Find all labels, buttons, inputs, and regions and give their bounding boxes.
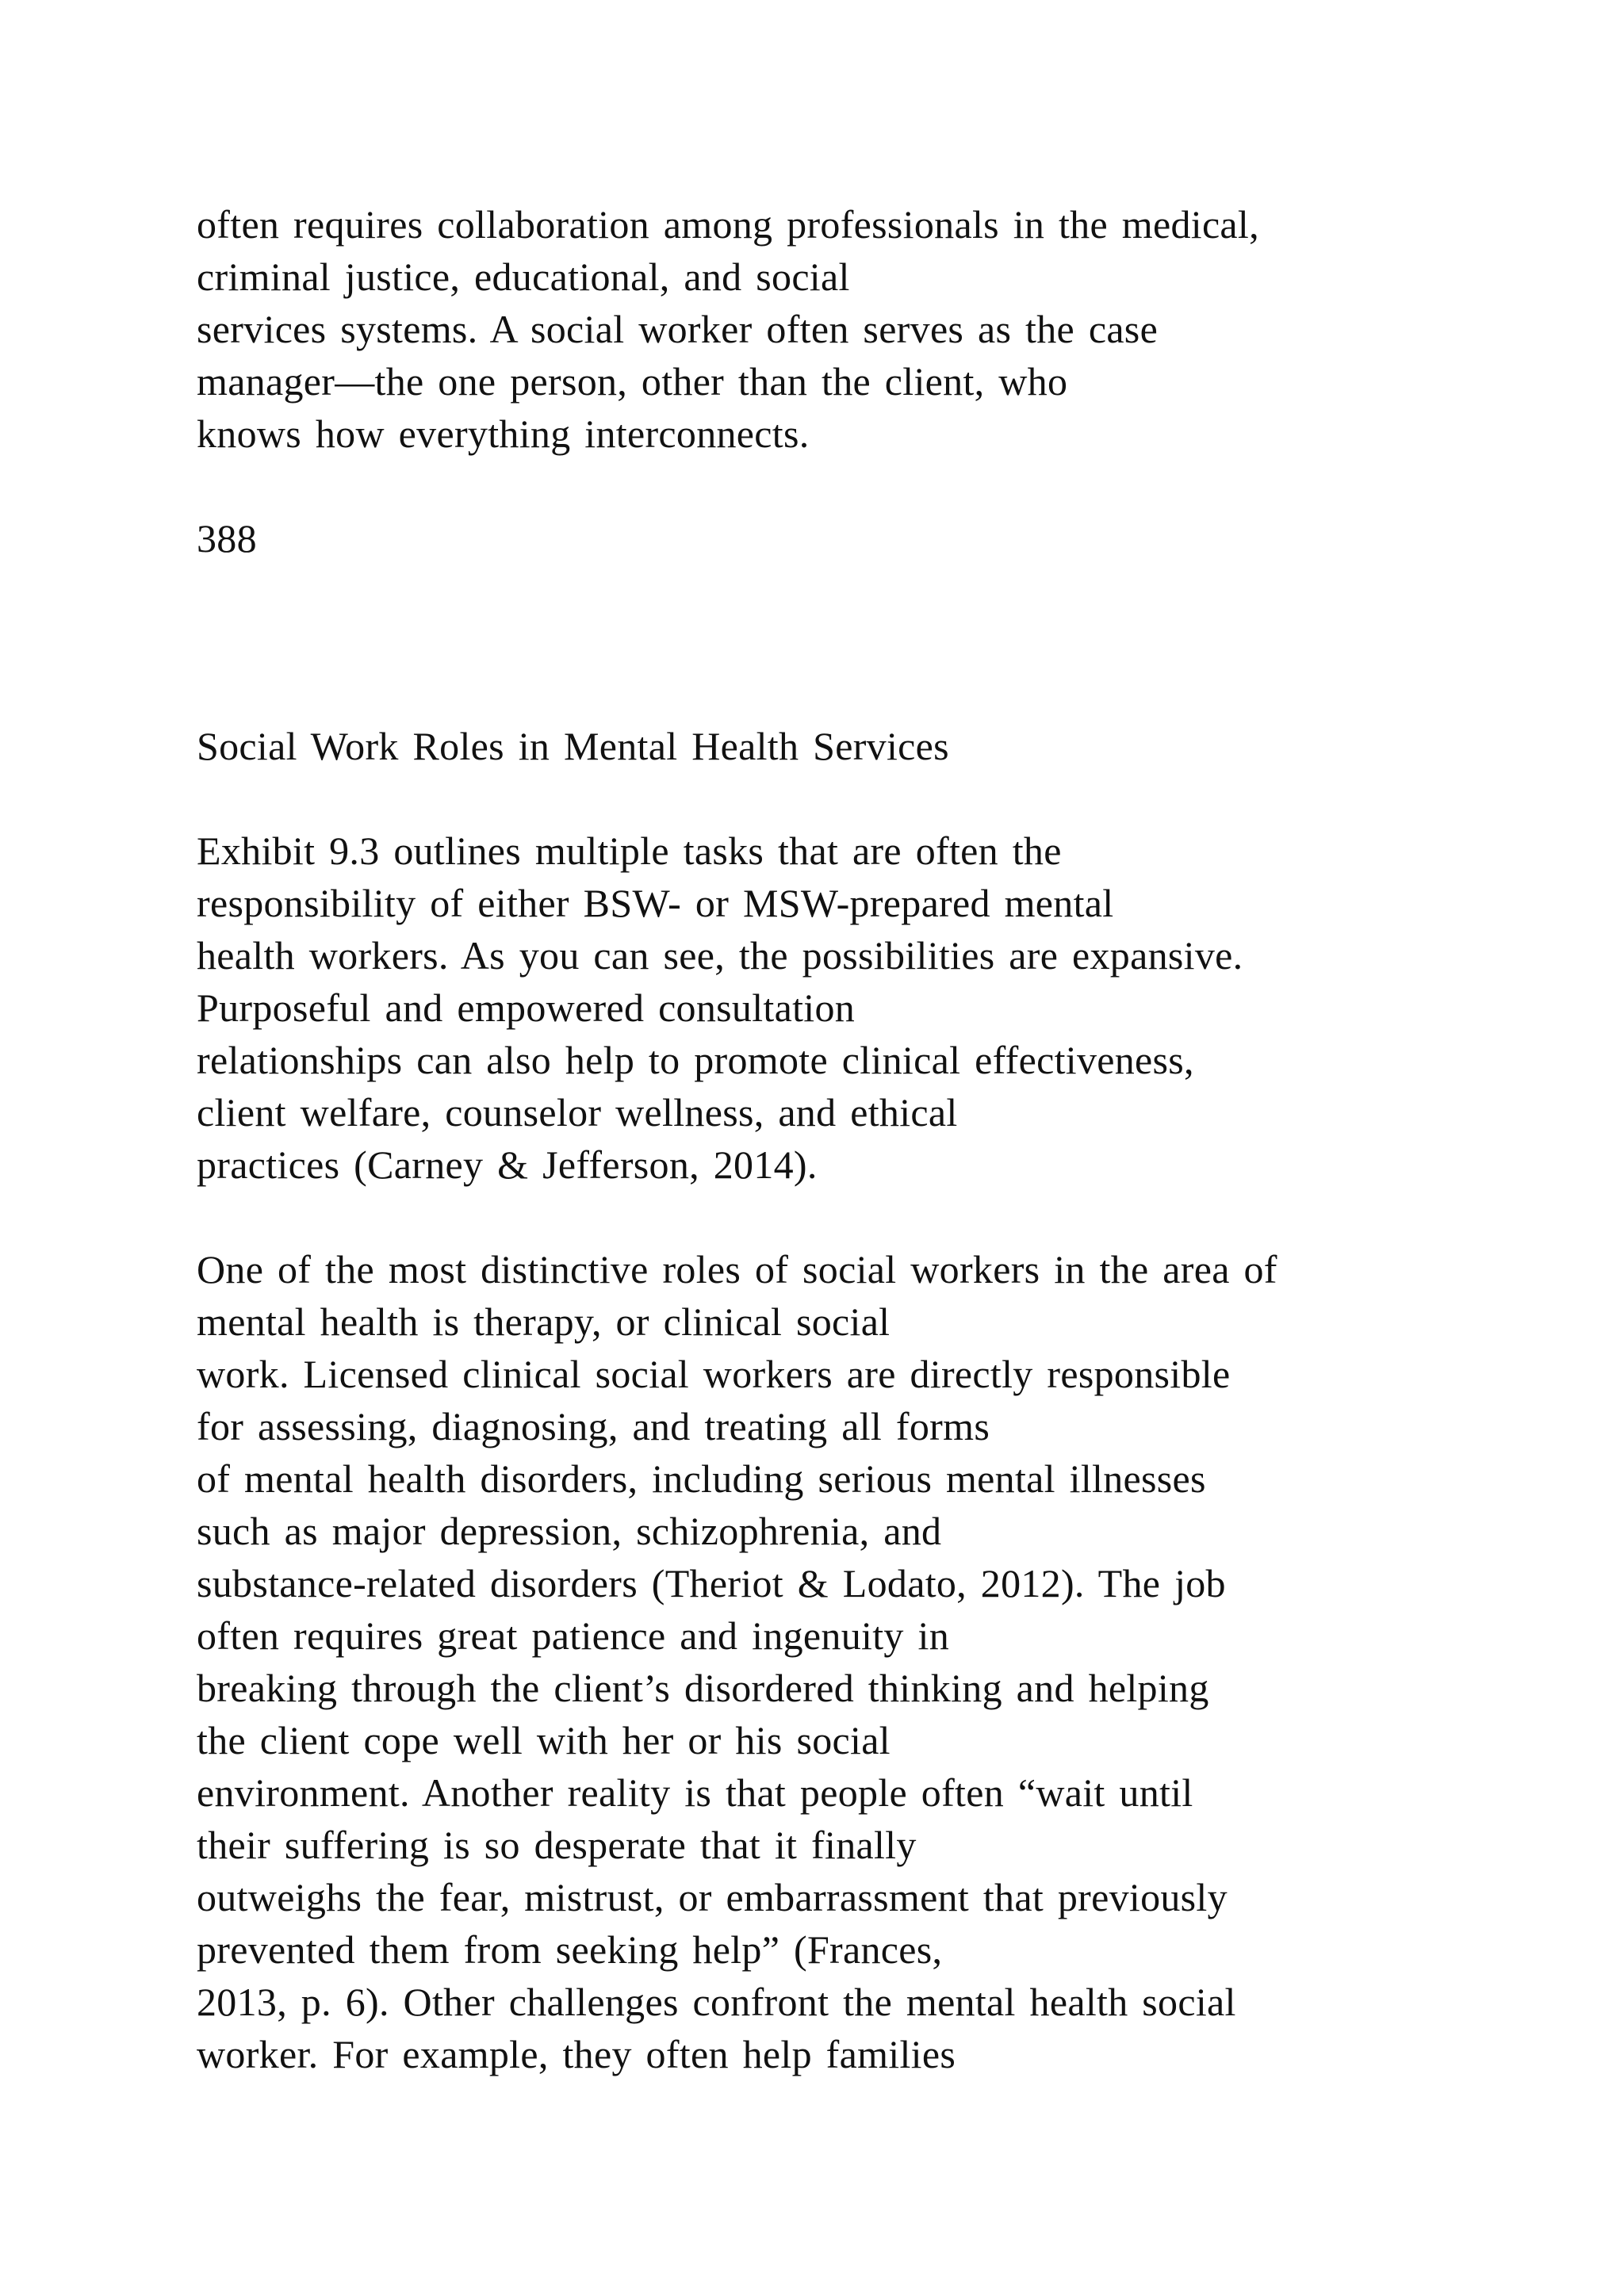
text-line: substance-related disorders (Theriot & Lodato, 2012). The job xyxy=(197,1561,1226,1605)
text-line: work. Licensed clinical social workers are directly responsible xyxy=(197,1352,1231,1396)
text-line: mental health is therapy, or clinical social xyxy=(197,1299,891,1344)
text-line: One of the most distinctive roles of social workers in the area of xyxy=(197,1247,1277,1292)
text-line: often requires great patience and ingenuity in xyxy=(197,1613,949,1658)
text-line: criminal justice, educational, and social xyxy=(197,254,850,299)
text-line: Exhibit 9.3 outlines multiple tasks that are often the xyxy=(197,828,1062,873)
text-line: the client cope well with her or his social xyxy=(197,1718,891,1762)
spacer xyxy=(197,1191,1545,1243)
spacer xyxy=(197,460,1545,512)
text-line: of mental health disorders, including serious mental illnesses xyxy=(197,1456,1206,1501)
text-line: responsibility of either BSW- or MSW-prepared mental xyxy=(197,881,1114,925)
text-line: practices (Carney & Jefferson, 2014). xyxy=(197,1142,818,1187)
paragraph-clinical xyxy=(197,1243,1545,2080)
text-line: 2013, p. 6). Other challenges confront the mental health social xyxy=(197,1980,1236,2024)
page-number: 388 xyxy=(197,516,257,561)
text-line: such as major depression, schizophrenia, and xyxy=(197,1509,942,1553)
text-line: client welfare, counselor wellness, and ethical xyxy=(197,1090,958,1135)
text-line: prevented them from seeking help” (Frances, xyxy=(197,1927,943,1972)
text-line: relationships can also help to promote clinical effectiveness, xyxy=(197,1038,1194,1082)
document-page xyxy=(197,198,1545,2080)
text-line: worker. For example, they often help families xyxy=(197,2032,956,2076)
text-line: manager—the one person, other than the client, who xyxy=(197,359,1068,404)
spacer xyxy=(197,772,1545,825)
section-heading: Social Work Roles in Mental Health Services xyxy=(197,724,949,768)
text-line: for assessing, diagnosing, and treating all forms xyxy=(197,1404,990,1448)
text-line: outweighs the fear, mistrust, or embarrassment that previously xyxy=(197,1875,1228,1919)
text-line: often requires collaboration among professionals in the medical, xyxy=(197,202,1259,247)
spacer xyxy=(197,564,1545,720)
text-line: breaking through the client’s disordered thinking and helping xyxy=(197,1666,1209,1710)
paragraph-intro xyxy=(197,198,1545,460)
text-line: environment. Another reality is that people often “wait until xyxy=(197,1770,1193,1815)
text-line: services systems. A social worker often serves as the case xyxy=(197,307,1159,351)
text-line: health workers. As you can see, the possibilities are expansive. xyxy=(197,933,1243,978)
paragraph-exhibit xyxy=(197,825,1545,1191)
text-line: knows how everything interconnects. xyxy=(197,411,810,456)
text-line: Purposeful and empowered consultation xyxy=(197,985,856,1030)
text-line: their suffering is so desperate that it finally xyxy=(197,1823,917,1867)
